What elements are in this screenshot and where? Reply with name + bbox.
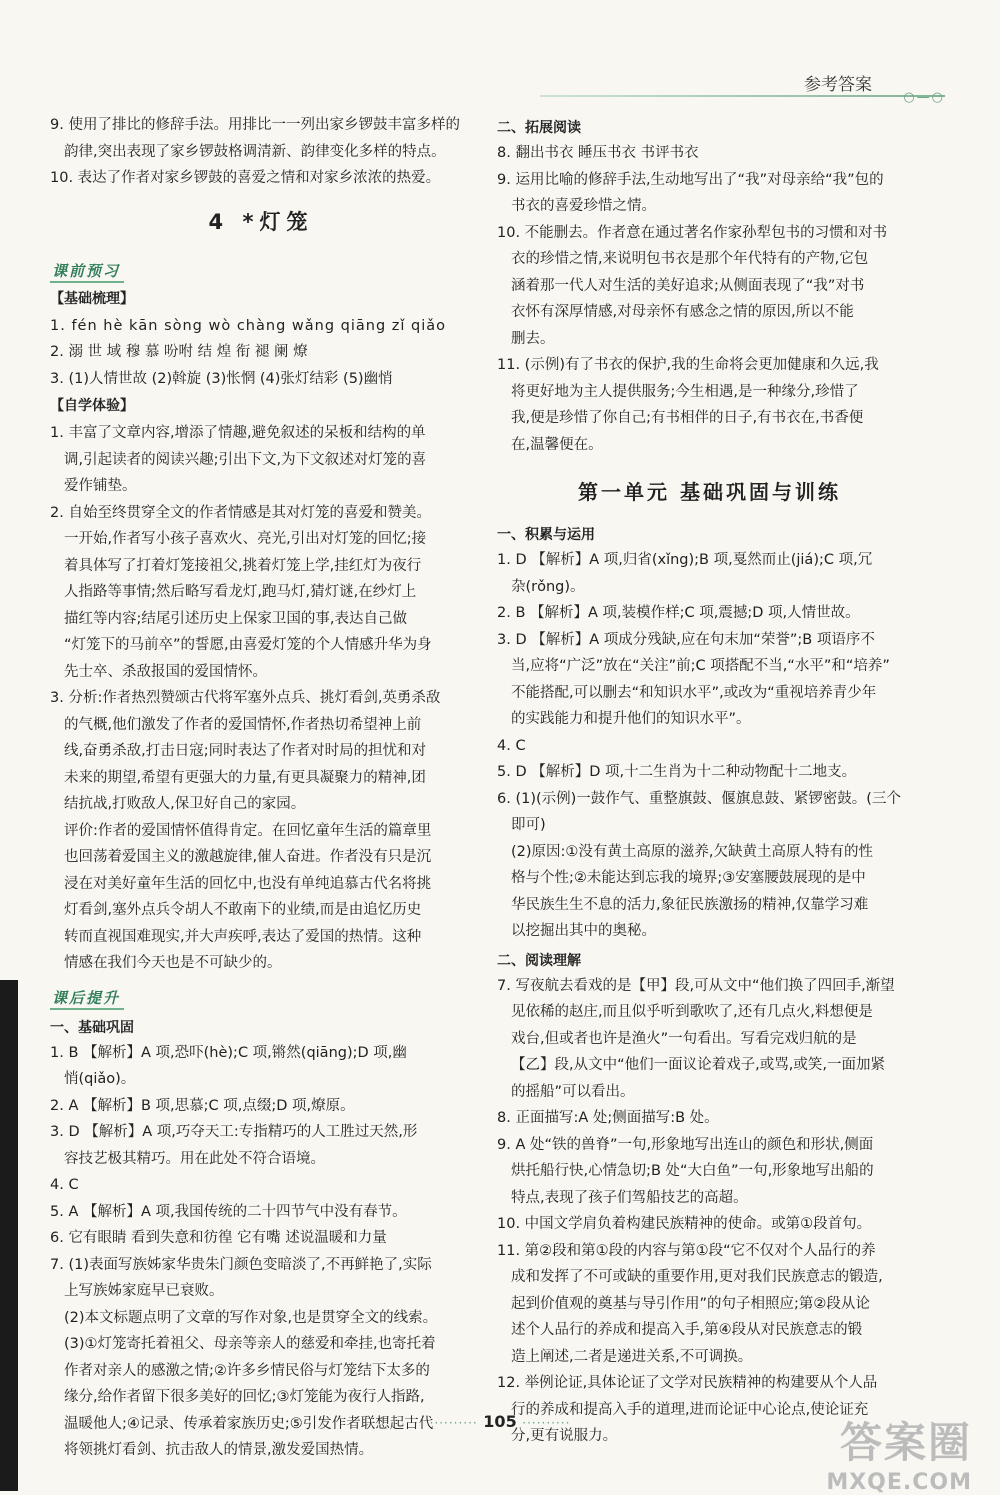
answer-line: 5. D 【解析】D 项,十二生肖为十二种动物配十二地支。 [497,764,857,780]
answer-line: 起到价值观的奠基与导引作用”的句子相照应;第②段从论 [511,1295,870,1312]
answer-line: 的实践能力和提升他们的知识水平”。 [511,711,751,727]
answer-line: 6. (1)(示例)一鼓作气、重整旗鼓、偃旗息鼓、紧锣密鼓。(三个 [497,790,901,807]
header-dots: ○—○ [903,90,945,105]
answer-line: 杂(rǒng)。 [511,578,585,595]
answer-line: 评价:作者的爱国情怀值得肯定。在回忆童年生活的篇章里 [64,822,432,839]
answer-line: 悄(qiǎo)。 [64,1071,136,1087]
header-rule [540,95,945,97]
answer-line: 情感在我们今天也是不可缺少的。 [64,955,282,971]
answer-line: 结抗战,打败敌人,保卫好自己的家园。 [64,796,306,812]
answer-line: 11. (示例)有了书衣的保护,我的生命将会更加健康和久远,我 [497,357,879,373]
page-number: 105 [483,1412,517,1431]
answer-line: 8. 翻出书衣 睡压书衣 书评书衣 [497,145,699,161]
watermark [826,1410,972,1495]
answer-line: 将领挑灯看剑、抗击敌人的情景,激发爱国热情。 [64,1442,374,1458]
answer-line: 3. D 【解析】A 项,巧夺天工:专指精巧的人工胜过天然,形 [50,1124,418,1140]
answer-line: (3)①灯笼寄托着祖父、母亲等亲人的慈爱和牵挂,也寄托着 [64,1336,436,1352]
answer-line: 也回荡着爱国主义的激越旋律,催人奋进。作者没有只是沉 [64,849,432,865]
unit-title: 第一单元 基础巩固与训练 [578,480,841,504]
answer-line: 格与个性;②未能达到忘我的境界;③安塞腰鼓展现的是中 [511,870,866,886]
answer-line: 12. 举例论证,具体论证了文学对民族精神的构建要从个人品 [497,1375,878,1391]
subheading-reading: 二、阅读理解 [497,952,581,969]
answer-line: 浸在对美好童年生活的回忆中,也没有单纯追慕古代名将挑 [64,875,432,892]
answer-line: 7. (1)表面写族姊家华贵朱门颜色变暗淡了,不再鲜艳了,实际 [50,1256,432,1273]
answer-line: 在,温馨便在。 [511,436,603,453]
answer-line: 10. 表达了作者对家乡锣鼓的喜爱之情和对家乡浓浓的热爱。 [50,170,441,186]
answer-line: 见依稀的赵庄,而且似乎听到歌吹了,还有几点火,料想便是 [511,1004,873,1020]
answer-line: 书衣的喜爱珍惜之情。 [511,198,656,214]
watermark-url: MXQE.COM [826,1470,972,1495]
answer-line: 缘分,给作者留下很多美好的回忆;③灯笼能为夜行人指路, [64,1389,425,1405]
subheading-accumulate: 一、积累与运用 [497,527,595,543]
answer-line: 1. B 【解析】A 项,恐吓(hè);C 项,锵然(qiāng);D 项,幽 [50,1044,407,1061]
answer-line: 造上阐述,二者是递进关系,不可调换。 [511,1348,753,1365]
answer-line: 1. D 【解析】A 项,归省(xǐng);B 项,戛然而止(jiá);C 项,冗 [497,552,873,568]
answer-line: 华民族生生不息的活力,象征民族激扬的精神,仅靠学习难 [511,896,869,913]
tag-self-study: 【自学体验】 [50,398,134,414]
answer-line: 10. 不能删去。作者意在通过著名作家孙犁包书的习惯和对书 [497,224,888,241]
answer-line: 爱作铺垫。 [64,478,137,494]
answer-line: 删去。 [511,330,555,347]
answer-line: 4. C [497,737,526,754]
answer-line: 9. 运用比喻的修辞手法,生动地写出了“我”对母亲给“我”包的 [497,171,884,188]
answer-line: 温暖他人;④记录、传承着家族历史;⑤引发作者联想起古代 [64,1415,434,1432]
answer-line: 涵着那一代人对生活的美好追求;从侧面表现了“我”对书 [511,277,865,294]
answer-line: 不能搭配,可以删去“和知识水平”,或改为“重视培养青少年 [511,684,877,701]
answer-line: 人指路等事情;然后略写看龙灯,跑马灯,猜灯谜,在纱灯上 [64,584,417,600]
answer-line: 衣怀有深厚情感,对母亲怀有感念之情的原因,所以不能 [511,304,854,320]
answer-line: 4. C [50,1177,79,1193]
answer-line: 11. 第②段和第①段的内容与第①段“它不仅对个人品行的养 [497,1242,876,1259]
answer-line: 一开始,作者写小孩子喜欢火、亮光,引出对灯笼的回忆;接 [64,531,427,547]
answer-line: 上写族姊家庭早已衰败。 [64,1283,224,1299]
section-post-study: 课后提升 [50,985,124,1010]
answer-line: 作者对亲人的感激之情;②许多乡情民俗与灯笼结下太多的 [64,1362,430,1379]
answer-line: 分,更有说服力。 [511,1428,618,1444]
answer-line: 描红等内容;结尾引述历史上保家卫国的事,表达自己做 [64,610,407,627]
answer-line: 3. (1)人情世故 (2)斡旋 (3)怅惘 (4)张灯结彩 (5)幽悄 [50,370,393,387]
answer-line: 烘托船行快,心情急切;B 处“大白鱼”一句,形象地写出船的 [511,1163,874,1179]
answer-line: 9. A 处“铁的兽脊”一句,形象地写出连山的颜色和形状,侧面 [497,1136,874,1153]
right-column [497,112,922,1450]
section-pre-study: 课前预习 [50,258,124,283]
answer-line: 3. D 【解析】A 项成分残缺,应在句末加“荣誉”;B 项语序不 [497,631,875,648]
subheading-extend: 二、拓展阅读 [497,120,581,136]
answer-line: 调,引起读者的阅读兴趣;引出下文,为下文叙述对灯笼的喜 [64,451,427,468]
answer-line: 3. 分析:作者热烈赞颂古代将军塞外点兵、挑灯看剑,英勇杀敌 [50,690,441,706]
answer-line: 5. A 【解析】A 项,我国传统的二十四节气中没有春节。 [50,1203,407,1220]
answer-line: 转而直视国难现实,并大声疾呼,表达了爱国的热情。这种 [64,928,422,945]
answer-line: (2)本文标题点明了文章的写作对象,也是贯穿全文的线索。 [64,1309,438,1326]
answer-line: 韵律,突出表现了家乡锣鼓格调清新、韵律变化多样的特点。 [64,143,446,160]
answer-line: 的摇船”可以看出。 [511,1083,635,1100]
watermark-logo: 答案圈 [839,1418,972,1467]
answer-line: 未来的期望,希望有更强大的力量,有更具凝聚力的精神,团 [64,769,426,786]
answer-line: 成和发挥了不可或缺的重要作用,更对我们民族意志的锻造, [511,1269,883,1285]
answer-line: 戏台,但或者也许是渔火”一句看出。写看完戏归航的是 [511,1030,857,1047]
page-number-dots-right: ·········· [522,1416,571,1430]
answer-line: 的气概,他们激发了作者的爱国情怀,作者热切希望神上前 [64,716,422,733]
answer-line: 当,应将“广泛”放在“关注”前;C 项搭配不当,“水平”和“培养” [511,658,890,674]
answer-line: 述个人品行的养成和提高入手,第④段从对民族意志的锻 [511,1322,863,1338]
answer-line: 以挖掘出其中的奥秘。 [511,923,656,939]
answer-line: 我,便是珍惜了你自己;有书相伴的日子,有书衣在,书香便 [511,410,864,426]
answer-line: 1. 丰富了文章内容,增添了情趣,避免叙述的呆板和结构的单 [50,425,426,441]
answer-line: 灯看剑,塞外点兵令胡人不敢南下的业绩,而是由追忆历史 [64,902,422,918]
answer-line: “灯笼下的马前卒”的誓愿,由喜爱灯笼的个人情感升华为身 [64,637,432,653]
answer-line: 【乙】段,从文中“他们一面议论着戏子,或骂,或笑,一面加紧 [511,1057,885,1073]
pinyin-line: 1. fén hè kān sòng wò chàng wǎng qiāng zǐ qiǎo [50,317,446,334]
answer-line: 7. 写夜航去看戏的是【甲】段,可从文中“他们换了四回手,渐望 [497,977,895,994]
answer-line: 2. 自始至终贯穿全文的作者情感是其对灯笼的喜爱和赞美。 [50,504,431,521]
answer-line: 容技艺极其精巧。用在此处不符合语境。 [64,1150,325,1167]
answer-line: 2. B 【解析】A 项,装模作样;C 项,震撼;D 项,人情世故。 [497,605,860,621]
answer-line: 先士卒、杀敌报国的爱国情怀。 [64,663,267,680]
answer-line: 9. 使用了排比的修辞手法。用排比一一列出家乡锣鼓丰富多样的 [50,117,460,133]
answer-line: 2. A 【解析】B 项,思慕;C 项,点缀;D 项,燎原。 [50,1097,355,1114]
answer-line: 行的养成和提高入手的道理,进而论证中心论点,使论证充 [511,1401,869,1418]
lesson-title: 4 *灯笼 [208,209,314,234]
header-label: 参考答案 [804,75,872,95]
left-column [50,112,472,1464]
answer-line: (2)原因:①没有黄土高原的滋养,欠缺黄土高原人特有的性 [511,843,874,860]
answer-line: 2. 溺 世 域 穆 慕 吩咐 结 煌 衔 褪 阑 燎 [50,344,308,360]
subheading-consolidate: 一、基础巩固 [50,1019,134,1036]
answer-line: 着具体写了打着灯笼接祖父,挑着灯笼上学,挂红灯为夜行 [64,557,422,574]
answer-line: 8. 正面描写:A 处;侧面描写:B 处。 [497,1110,719,1126]
page-number-dots-left: ·········· [429,1416,478,1430]
answer-line: 10. 中国文学肩负着构建民族精神的使命。或第①段首句。 [497,1216,872,1232]
tag-basic: 【基础梳理】 [50,290,134,307]
answer-line: 将更好地为主人提供服务;今生相遇,是一种缘分,珍惜了 [511,383,859,400]
answer-line: 即可) [511,817,546,833]
answer-line: 线,奋勇杀敌,打击日寇;同时表达了作者对时局的担忧和对 [64,743,427,759]
answer-line: 衣的珍惜之情,来说明包书衣是那个年代特有的产物,它包 [511,251,869,267]
answer-line: 6. 它有眼睛 看到失意和彷徨 它有嘴 述说温暖和力量 [50,1230,387,1246]
answer-line: 特点,表现了孩子们驾船技艺的高超。 [511,1189,748,1206]
